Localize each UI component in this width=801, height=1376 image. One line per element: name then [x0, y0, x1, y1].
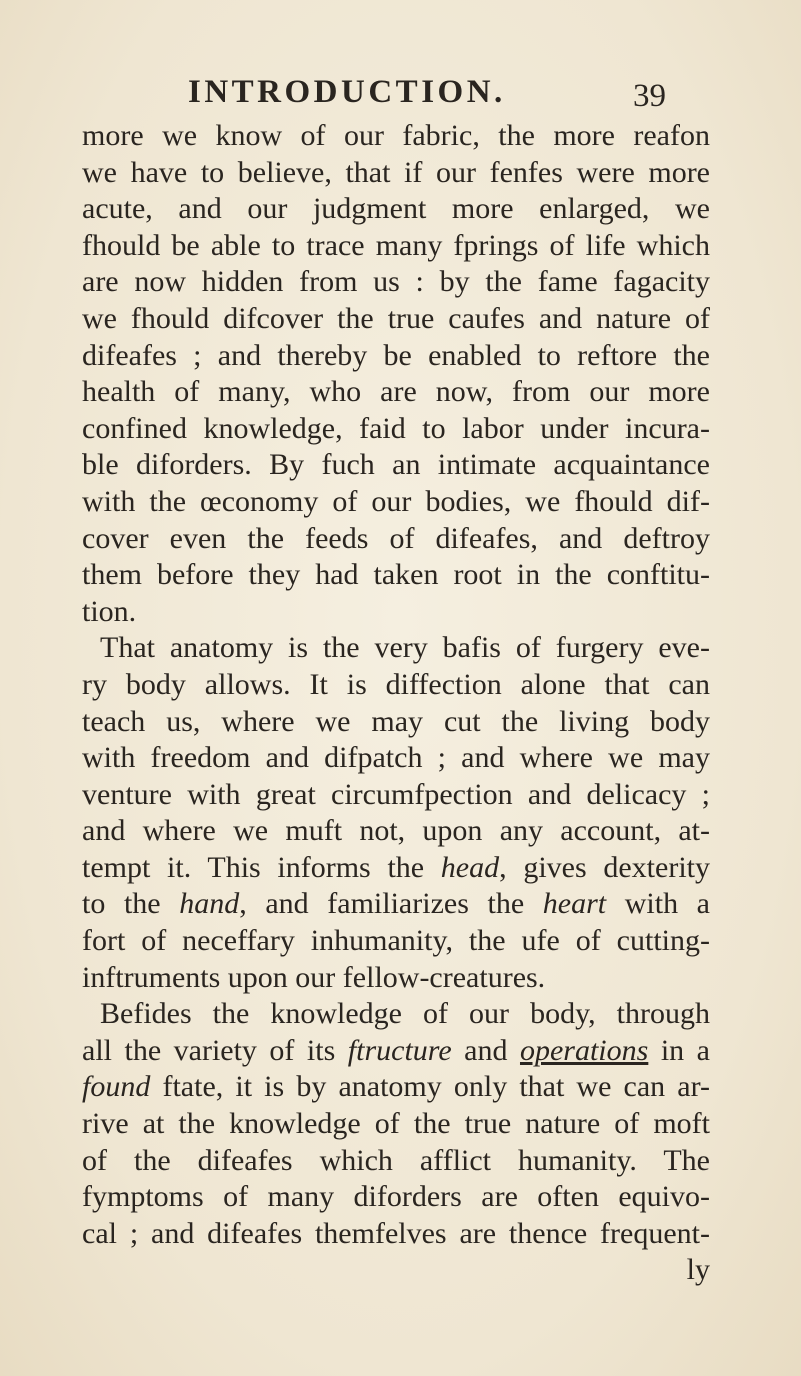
text-line: and where we muft not, upon any account, at-	[82, 814, 710, 848]
text-line: are now hidden from us : by the fame fagacity	[82, 265, 710, 299]
text-line	[82, 850, 710, 887]
text-line: rive at the knowledge of the true nature of moft	[82, 1107, 710, 1141]
text-line: inftruments upon our fellow-creatures.	[82, 960, 546, 994]
text-line: with the œconomy of our bodies, we fhould dif-	[82, 484, 710, 518]
italic-word-hand: hand	[179, 887, 240, 921]
text-line: difeafes ; and thereby be enabled to reftore the	[82, 338, 710, 372]
text-line	[82, 886, 710, 923]
italic-word-sound: found	[82, 1070, 151, 1104]
text-line: fymptoms of many diforders are often equivo-	[82, 1180, 710, 1214]
italic-word-head: head	[440, 850, 500, 884]
text-line: ble diforders. By fuch an intimate acquaintance	[82, 448, 710, 482]
text-run: with a	[606, 887, 710, 921]
text-run: tempt it. This informs the	[82, 850, 441, 884]
page-number: 39	[633, 78, 666, 114]
text-line: cal ; and difeafes themfelves are thence frequent-	[82, 1216, 710, 1250]
catchword: ly	[686, 1253, 710, 1287]
text-line: we have to believe, that if our fenfes were more	[82, 155, 710, 189]
text-line: Befides the knowledge of our body, through	[100, 997, 710, 1031]
italic-word-structure: ftructure	[347, 1033, 452, 1067]
text-line: we fhould difcover the true caufes and nature of	[82, 301, 710, 335]
text-line: them before they had taken root in the conftitu-	[82, 558, 710, 592]
text-run: to the	[82, 887, 180, 921]
text-run: and	[451, 1033, 520, 1067]
text-line: cover even the feeds of difeafes, and deftroy	[82, 521, 710, 555]
running-title: INTRODUCTION.	[188, 74, 506, 110]
text-line: with freedom and difpatch ; and where we may	[82, 741, 710, 775]
text-line: That anatomy is the very bafis of furgery eve-	[100, 631, 710, 665]
text-line: venture with great circumfpection and delicacy ;	[82, 777, 710, 811]
text-line: of the difeafes which afflict humanity. The	[82, 1143, 710, 1177]
text-line: acute, and our judgment more enlarged, we	[82, 192, 710, 226]
text-line: fort of neceffary inhumanity, the ufe of cutting-	[82, 924, 710, 958]
text-line: health of many, who are now, from our more	[82, 375, 710, 409]
page-header	[0, 74, 801, 114]
italic-word-operations: operations	[519, 1033, 649, 1067]
text-line: ry body allows. It is diffection alone that can	[82, 667, 710, 701]
text-run: , gives dexterity	[499, 850, 710, 884]
text-line	[82, 1069, 710, 1106]
body-text	[82, 118, 710, 1289]
text-line: more we know of our fabric, the more reafon	[82, 119, 710, 152]
text-run: all the variety of its	[82, 1033, 348, 1067]
text-line	[82, 1033, 710, 1070]
text-line: confined knowledge, faid to labor under incura-	[82, 411, 710, 445]
text-run: in a	[648, 1033, 710, 1067]
text-run: , and familiarizes the	[239, 887, 543, 921]
text-line: teach us, where we may cut the living body	[82, 704, 710, 738]
text-run: ftate, it is by anatomy only that we can ar-	[150, 1070, 710, 1104]
italic-word-heart: heart	[542, 887, 607, 921]
text-line: tion.	[82, 594, 137, 628]
text-line: fhould be able to trace many fprings of life which	[82, 228, 710, 262]
